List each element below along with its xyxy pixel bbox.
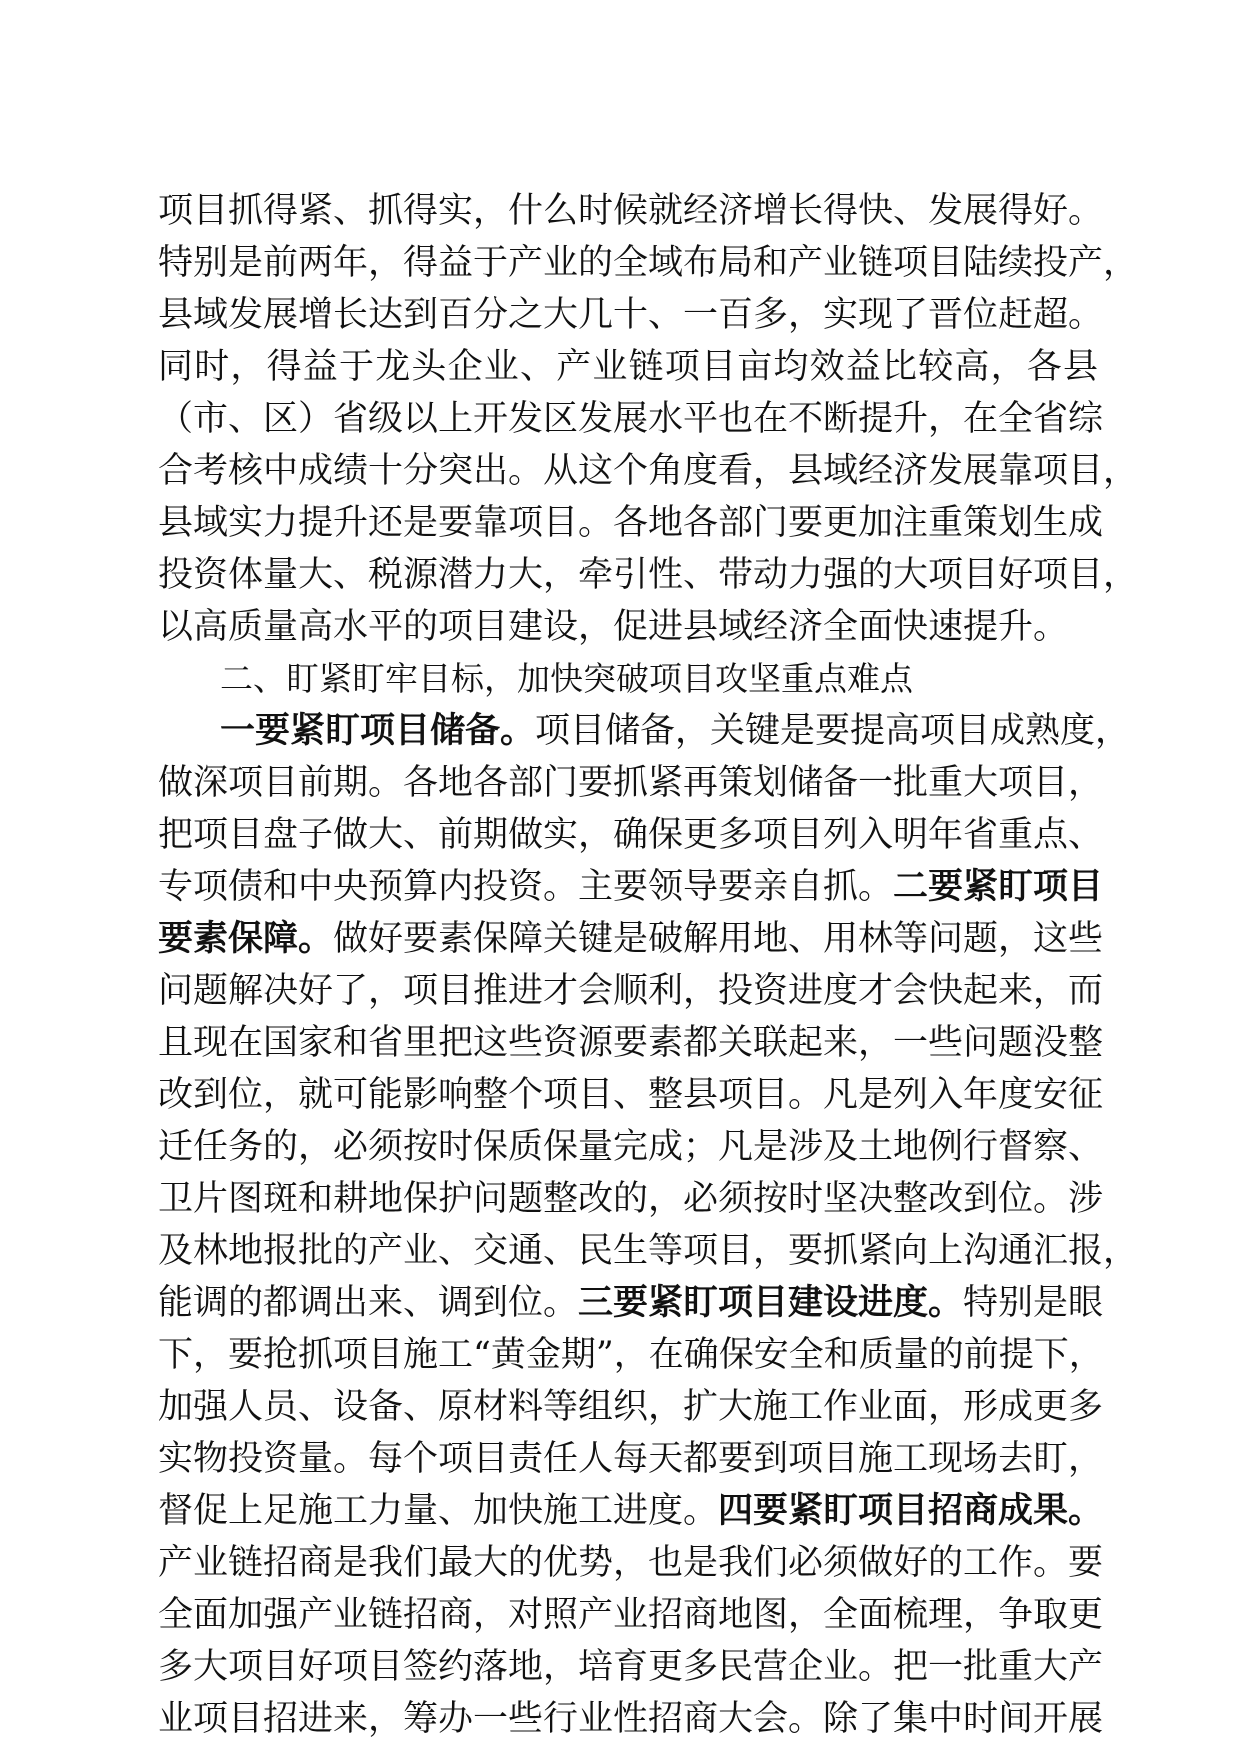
text-line — [158, 913, 1104, 965]
text-line — [158, 1277, 1104, 1329]
paragraph-1 — [158, 185, 1139, 653]
text-line: 加强人员、设备、原材料等组织，扩大施工作业面，形成更多 — [158, 1387, 1104, 1427]
text-span: 特别是眼 — [963, 1283, 1104, 1323]
text-line: 产业链招商是我们最大的优势，也是我们必须做好的工作。要 — [158, 1543, 1104, 1583]
bold-phrase: 二要紧盯项目 — [893, 867, 1104, 907]
text-line: 及林地报批的产业、交通、民生等项目，要抓紧向上沟通汇报， — [158, 1231, 1139, 1271]
text-line: 合考核中成绩十分突出。从这个角度看，县域经济发展靠项目， — [158, 451, 1139, 491]
text-line: 县域实力提升还是要靠项目。各地各部门要更加注重策划生成 — [158, 503, 1104, 543]
text-line: 多大项目好项目签约落地，培育更多民营企业。把一批重大产 — [158, 1647, 1104, 1687]
text-line: 全面加强产业链招商，对照产业招商地图，全面梳理，争取更 — [158, 1595, 1104, 1635]
text-line: 以高质量高水平的项目建设，促进县域经济全面快速提升。 — [158, 607, 1069, 647]
section-heading: 二、盯紧盯牢目标，加快突破项目攻坚重点难点 — [220, 659, 913, 698]
text-line: 项目抓得紧、抓得实，什么时候就经济增长得快、发展得好。 — [158, 191, 1104, 231]
text-line: 做深项目前期。各地各部门要抓紧再策划储备一批重大项目， — [158, 763, 1104, 803]
text-line: （市、区）省级以上开发区发展水平也在不断提升，在全省综 — [158, 399, 1104, 439]
paragraph-2 — [158, 705, 1139, 1745]
text-line: 业项目招进来，筹办一些行业性招商大会。除了集中时间开展 — [158, 1699, 1104, 1739]
text-span: 专项债和中央预算内投资。主要领导要亲自抓。 — [158, 867, 894, 907]
text-line — [158, 861, 1104, 913]
text-span: 督促上足施工力量、加快施工进度。 — [158, 1491, 719, 1531]
bold-phrase: 三要紧盯项目建设进度。 — [578, 1283, 964, 1323]
bold-phrase: 要素保障。 — [158, 919, 334, 959]
text-span: 能调的都调出来、调到位。 — [158, 1283, 579, 1323]
document-page — [158, 185, 1139, 1745]
text-line: 问题解决好了，项目推进才会顺利，投资进度才会快起来，而 — [158, 971, 1104, 1011]
text-line: 同时，得益于龙头企业、产业链项目亩均效益比较高，各县 — [158, 347, 1098, 387]
text-span: 做好要素保障关键是破解用地、用林等问题，这些 — [333, 919, 1104, 959]
text-span: 项目储备，关键是要提高项目成熟度， — [535, 711, 1131, 751]
text-line: 投资体量大、税源潜力大，牵引性、带动力强的大项目好项目， — [158, 555, 1139, 595]
text-line: 县域发展增长达到百分之大几十、一百多，实现了晋位赶超。 — [158, 295, 1104, 335]
text-line: 改到位，就可能影响整个项目、整县项目。凡是列入年度安征 — [158, 1075, 1104, 1115]
text-line: 特别是前两年，得益于产业的全域布局和产业链项目陆续投产， — [158, 243, 1139, 283]
bold-phrase: 一要紧盯项目储备。 — [220, 711, 536, 751]
text-line: 实物投资量。每个项目责任人每天都要到项目施工现场去盯， — [158, 1439, 1104, 1479]
text-line: 迁任务的，必须按时保质保量完成；凡是涉及土地例行督察、 — [158, 1127, 1104, 1167]
bold-phrase: 四要紧盯项目招商成果。 — [718, 1491, 1104, 1531]
text-line: 且现在国家和省里把这些资源要素都关联起来，一些问题没整 — [158, 1023, 1104, 1063]
text-line — [158, 705, 1131, 757]
text-line: 把项目盘子做大、前期做实，确保更多项目列入明年省重点、 — [158, 815, 1104, 855]
text-line: 下，要抢抓项目施工“黄金期”，在确保安全和质量的前提下， — [158, 1335, 1104, 1375]
text-line: 卫片图斑和耕地保护问题整改的，必须按时坚决整改到位。涉 — [158, 1179, 1104, 1219]
text-line — [158, 1485, 1104, 1537]
